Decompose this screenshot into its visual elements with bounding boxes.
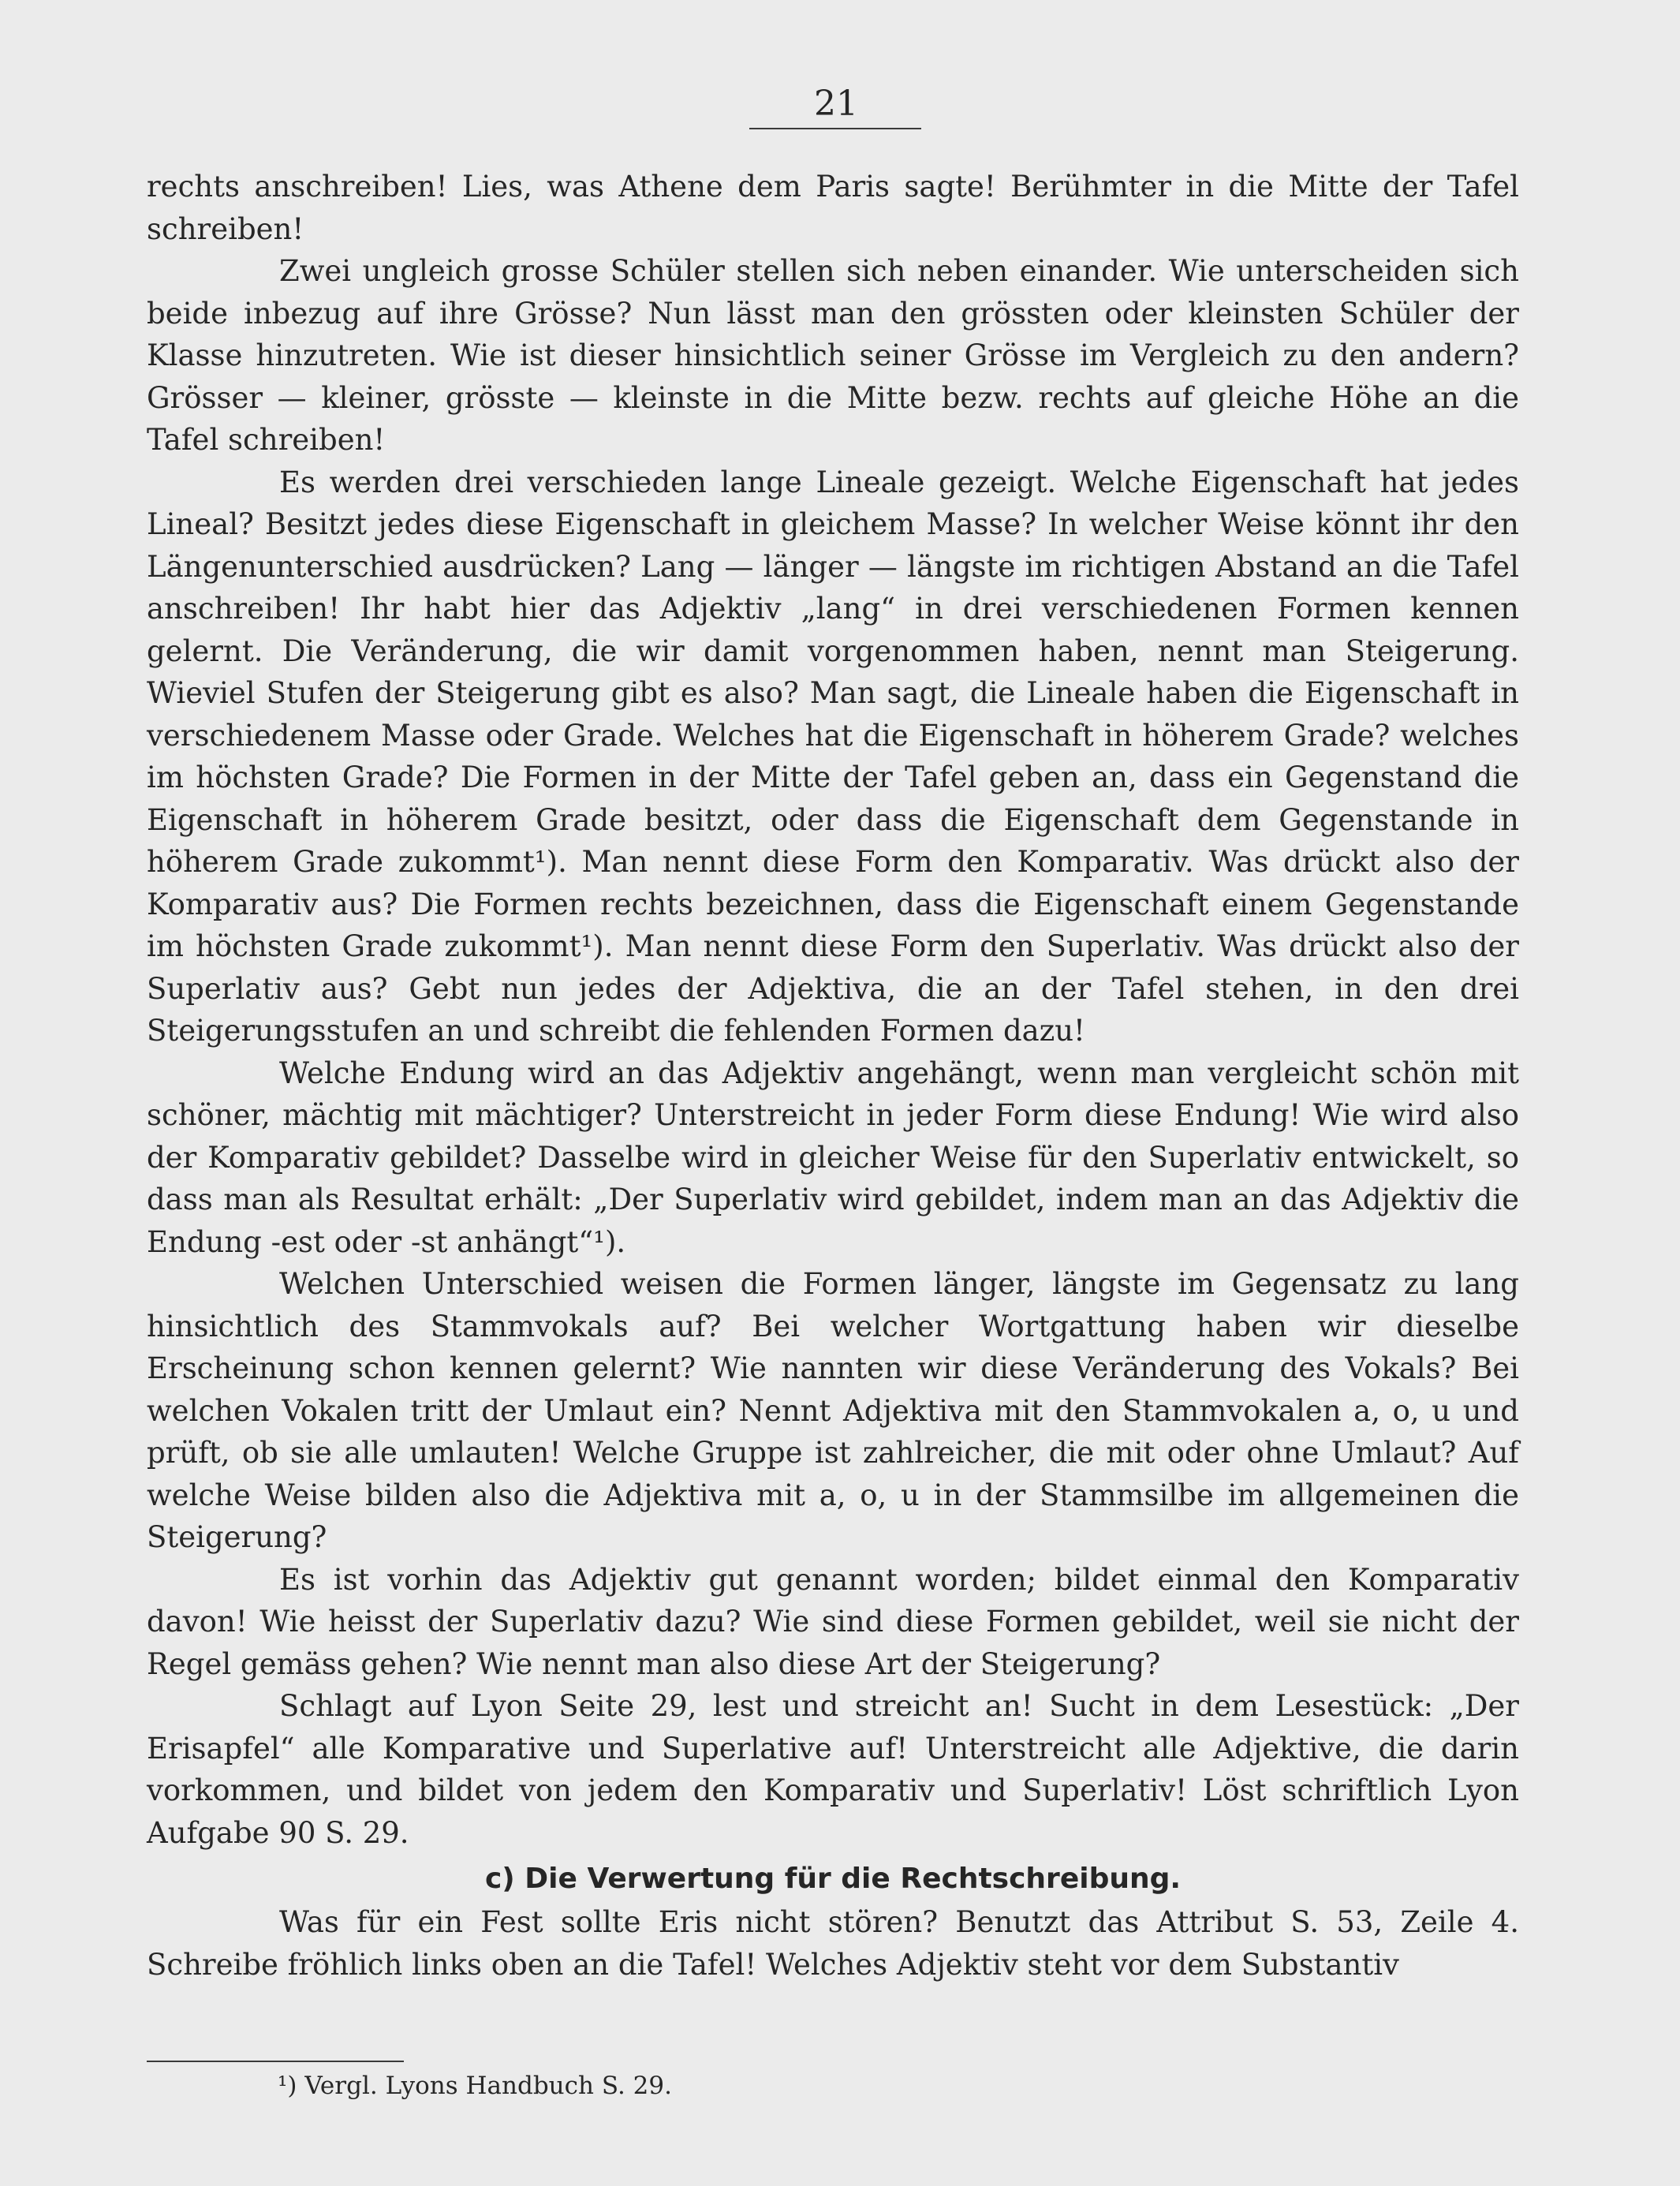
page-number: 21 [814,84,858,124]
footnote-text: Vergl. Lyons Handbuch S. 29. [304,2072,672,2100]
paragraph-1: rechts anschreiben! Lies, was Athene dem Paris sagte! Berühmter in die Mitte der Tafel schreiben! [147,170,1519,246]
paragraph-4: Welche Endung wird an das Adjektiv angehängt, wenn man vergleicht schön mit schöner, mächtig mit mächtiger? Unterstreicht in jeder Form diese Endung! Wie wird also der Komparativ gebildet? Dasselbe wird in gleicher Weise für den Superlativ entwickelt, so dass man als Resultat erhält: „Der Superlativ wird gebildet, indem man an das Adjektiv die Endung -est oder -st anhängt“¹). [147,1056,1519,1259]
section-heading: c) Die Verwertung für die Rechtschreibung. [484,1863,1182,1895]
paragraph-3: Es werden drei verschieden lange Lineale gezeigt. Welche Eigenschaft hat jedes Lineal? Besitzt jedes diese Eigenschaft in gleichem Masse? In welcher Weise könnt ihr den Längenunterschied ausdrücken? Lang — länger — längste im richtigen Abstand an die Tafel anschreiben! Ihr habt hier das Adjektiv „lang“ in drei verschiedenen Formen kennen gelernt. Die Veränderung, die wir damit vorgenommen haben, nennt man Steigerung. Wieviel Stufen der Steigerung gibt es also? Man sagt, die Lineale haben die Eigenschaft in verschiedenem Masse oder Grade. Welches hat die Eigenschaft in höherem Grade? welches im höchsten Grade? Die Formen in der Mitte der Tafel geben an, dass ein Gegenstand die Eigenschaft in höherem Grade besitzt, oder dass die Eigenschaft dem Gegenstande in höherem Grade zukommt¹). Man nennt diese Form den Komparativ. Was drückt also der Komparativ aus? Die Formen rechts bezeichnen, dass die Eigenschaft einem Gegenstande im höchsten Grade zukommt¹). Man nennt diese Form den Superlativ. Was drückt also der Superlativ aus? Gebt nun jedes der Adjektiva, die an der Tafel stehen, in den drei Steigerungsstufen an und schreibt die fehlenden Formen dazu! [147,465,1519,1048]
closing-paragraph: Was für ein Fest sollte Eris nicht stören? Benutzt das Attribut S. 53, Zeile 4. Schreibe fröhlich links oben an die Tafel! Welches Adjektiv steht vor dem Substantiv [147,1905,1519,1982]
footnote [278,2067,672,2105]
paragraph-7: Schlagt auf Lyon Seite 29, lest und streicht an! Sucht in dem Lesestück: „Der Erisapfel“ alle Komparative und Superlative auf! Unterstreicht alle Adjektive, die darin vorkommen, und bildet von jedem den Komparativ und Superlativ! Löst schriftlich Lyon Aufgabe 90 S. 29. [147,1689,1519,1850]
body-text [147,166,1519,1986]
footnote-rule [147,2061,404,2062]
footnote-marker: ¹) [278,2072,297,2100]
paragraph-6: Es ist vorhin das Adjektiv gut genannt worden; bildet einmal den Komparativ davon! Wie heisst der Superlativ dazu? Wie sind diese Formen gebildet, weil sie nicht der Regel gemäss gehen? Wie nennt man also diese Art der Steigerung? [147,1562,1519,1681]
paragraph-2: Zwei ungleich grosse Schüler stellen sich neben einander. Wie unterscheiden sich beide inbezug auf ihre Grösse? Nun lässt man den grössten oder kleinsten Schüler der Klasse hinzutreten. Wie ist dieser hinsichtlich seiner Grösse im Vergleich zu den andern? Grösser — kleiner, grösste — kleinste in die Mitte bezw. rechts auf gleiche Höhe an die Tafel schreiben! [147,254,1519,457]
paragraph-5: Welchen Unterschied weisen die Formen länger, längste im Gegensatz zu lang hinsichtlich des Stammvokals auf? Bei welcher Wortgattung haben wir dieselbe Erscheinung schon kennen gelernt? Wie nannten wir diese Veränderung des Vokals? Bei welchen Vokalen tritt der Umlaut ein? Nennt Adjektiva mit den Stammvokalen a, o, u und prüft, ob sie alle umlauten! Welche Gruppe ist zahlreicher, die mit oder ohne Umlaut? Auf welche Weise bilden also die Adjektiva mit a, o, u in der Stammsilbe im allgemeinen die Steigerung? [147,1267,1519,1554]
page-number-rule [749,128,921,129]
